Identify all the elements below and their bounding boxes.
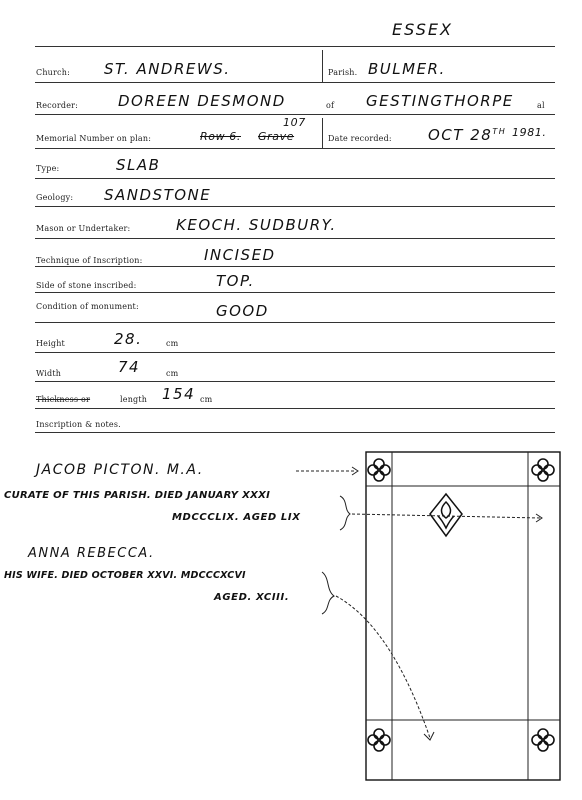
type-label: Type: — [36, 164, 60, 173]
recorder-place-suffix: al — [537, 101, 545, 110]
width-unit: cm — [166, 369, 179, 378]
length-value: 154 — [162, 385, 196, 403]
quatrefoil-icon — [368, 459, 390, 481]
date-day: OCT 28 — [428, 126, 493, 144]
type-value: SLAB — [116, 156, 161, 174]
recorder-label: Recorder: — [36, 101, 79, 110]
leader-arrow — [296, 467, 358, 475]
leader-arrow — [336, 596, 434, 740]
parish-value: BULMER. — [368, 60, 446, 78]
technique-label: Technique of Inscription: — [36, 256, 143, 265]
technique-value: INCISED — [204, 246, 276, 264]
length-label: length — [120, 395, 148, 404]
mason-value: KEOCH. SUDBURY. — [176, 216, 337, 234]
side-label: Side of stone inscribed: — [36, 281, 137, 290]
inscription-line-4: ANNA REBECCA. — [28, 546, 155, 561]
width-label: Width — [36, 369, 62, 378]
memorial-struck-grave: Grave — [258, 130, 295, 143]
county-heading: ESSEX — [392, 20, 453, 39]
brace-icon — [340, 496, 350, 530]
recorder-place: GESTINGTHORPE — [366, 92, 514, 110]
inscription-line-6: AGED. XCIII. — [214, 592, 290, 603]
brace-icon — [322, 572, 334, 614]
height-value: 28. — [114, 330, 143, 348]
inscription-line-5: HIS WIFE. DIED OCTOBER XXVI. MDCCCXCVI — [4, 570, 246, 581]
memorial-number-label: Memorial Number on plan: — [36, 134, 152, 143]
length-unit: cm — [200, 395, 213, 404]
date-suffix: TH — [492, 127, 507, 136]
quatrefoil-icon — [532, 459, 554, 481]
thickness-label: Thickness or — [36, 395, 91, 404]
parish-label: Parish. — [328, 68, 358, 77]
inscription-label: Inscription & notes. — [36, 420, 121, 429]
memorial-number-value: 107 — [283, 116, 306, 129]
height-unit: cm — [166, 339, 179, 348]
recorder-value: DOREEN DESMOND — [118, 92, 286, 110]
width-value: 74 — [118, 358, 141, 376]
church-label: Church: — [36, 68, 70, 77]
date-year: 1981. — [512, 126, 547, 139]
slab-outline — [366, 452, 560, 780]
inscription-line-2: CURATE OF THIS PARISH. DIED JANUARY XXXI — [4, 490, 271, 501]
quatrefoil-icon — [368, 729, 390, 751]
date-recorded-label: Date recorded: — [328, 134, 392, 143]
quatrefoil-icon — [532, 729, 554, 751]
recorder-of-label: of — [326, 101, 335, 110]
geology-value: SANDSTONE — [104, 186, 212, 204]
memorial-struck-row: Row 6. — [200, 130, 241, 143]
condition-label: Condition of monument: — [36, 302, 139, 311]
geology-label: Geology: — [36, 193, 74, 202]
inscription-line-1: JACOB PICTON. M.A. — [36, 462, 204, 478]
condition-value: GOOD — [216, 302, 269, 320]
fleur-de-lis-icon — [430, 494, 462, 536]
church-value: ST. ANDREWS. — [104, 60, 231, 78]
height-label: Height — [36, 339, 65, 348]
inscription-line-3: MDCCCLIX. AGED LIX — [172, 512, 301, 523]
mason-label: Mason or Undertaker: — [36, 224, 131, 233]
side-value: TOP. — [216, 272, 255, 290]
